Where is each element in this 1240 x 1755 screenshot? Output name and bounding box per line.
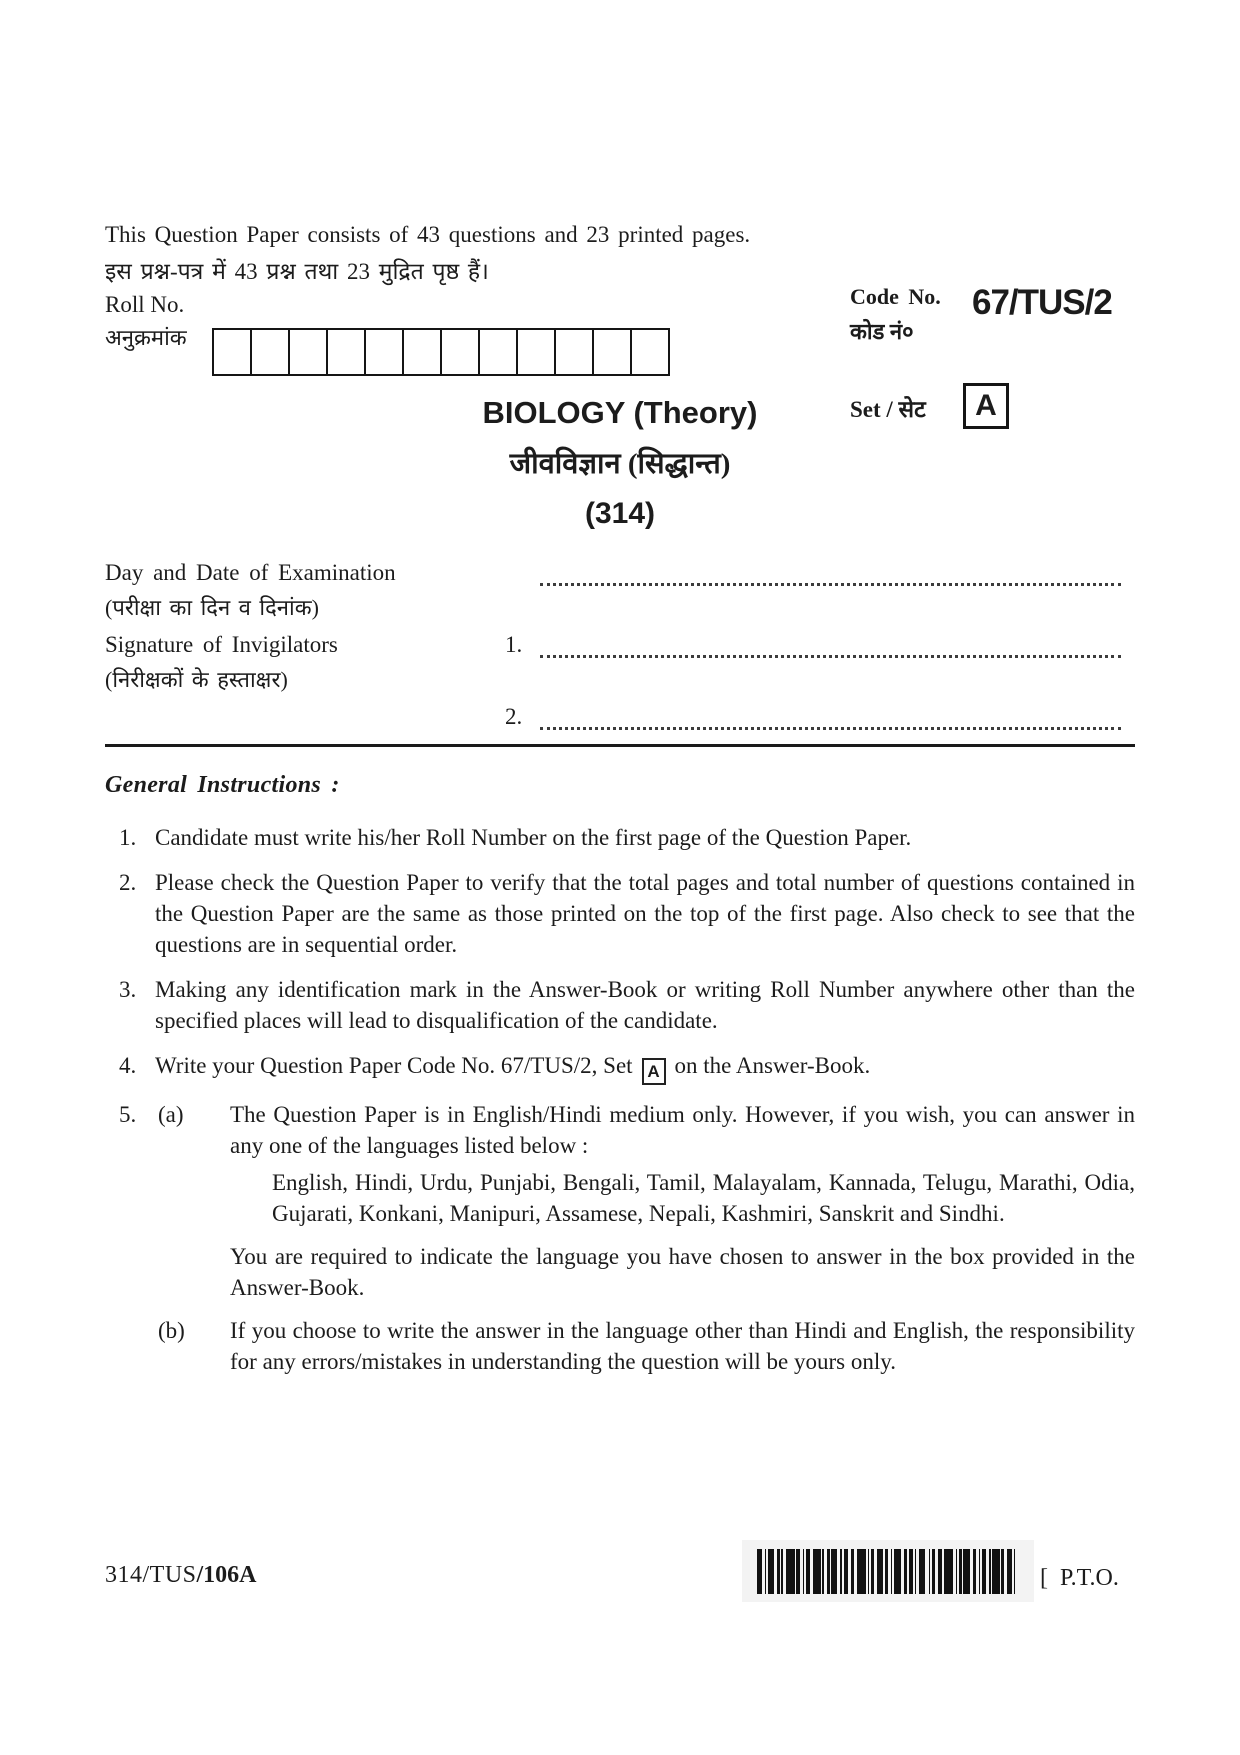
roll-number-boxes — [212, 328, 670, 376]
sub-item-label: (a) — [158, 1102, 184, 1127]
roll-box-cell — [212, 328, 252, 376]
roll-box-cell — [402, 328, 442, 376]
paper-code: (314) — [584, 497, 656, 530]
item-text-before: Write your Question Paper Code No. 67/TUS/2, Set — [155, 1053, 633, 1078]
instruction-item-3 — [105, 974, 1135, 1036]
item-number: 2. — [119, 870, 137, 895]
footer-code-bold: /106A — [196, 1562, 257, 1588]
item-text: Making any identification mark in the Answer-Book or writing Roll Number anywhere other than the specified places will lead to disqualification of the candidate. — [155, 977, 1135, 1033]
day-date-label-hindi: (परीक्षा का दिन व दिनांक) — [105, 595, 319, 620]
roll-box-cell — [516, 328, 556, 376]
invigilator-sign-label-hindi: (निरीक्षकों के हस्ताक्षर) — [105, 667, 288, 692]
sign-line-2-number: 2. — [505, 704, 523, 729]
sub-item-a-body — [230, 1099, 1135, 1303]
roll-no-label-hindi: अनुक्रमांक — [105, 325, 187, 350]
barcode-bar — [786, 1549, 795, 1594]
instruction-item-1 — [105, 822, 1135, 853]
set-label: Set / सेट — [850, 397, 926, 422]
sub-item-a — [155, 1099, 1135, 1303]
sign-line-1-number: 1. — [505, 632, 523, 657]
barcode-bar — [944, 1549, 953, 1594]
instruction-item-2 — [105, 867, 1135, 960]
roll-box-cell — [440, 328, 480, 376]
day-date-row — [105, 552, 1135, 586]
invigilator-sign-label: Signature of Invigilators — [105, 632, 338, 657]
sub-item-b-body — [230, 1315, 1135, 1377]
day-date-label: Day and Date of Examination — [105, 560, 396, 585]
barcode-backdrop — [742, 1540, 1034, 1602]
sign-dotted-line-1 — [540, 632, 1121, 658]
barcode-bar — [813, 1549, 821, 1594]
item-number: 5. — [119, 1102, 137, 1127]
instruction-item-4 — [105, 1050, 1135, 1085]
instruction-item-5 — [105, 1099, 1135, 1377]
barcode-gap — [1015, 1549, 1018, 1594]
item-5a-lead: The Question Paper is in English/Hindi medium only. However, if you wish, you can answer in any one of the languages listed below : — [230, 1102, 1135, 1158]
notice-line-hindi: इस प्रश्न-पत्र में 43 प्रश्न तथा 23 मुद्रित पृष्ठ हैं। — [105, 259, 489, 284]
pto-label: [ P.T.O. — [1040, 1565, 1119, 1591]
roll-box-cell — [364, 328, 404, 376]
item-number: 1. — [119, 825, 137, 850]
sign-dotted-line-2 — [540, 704, 1121, 730]
item-number: 3. — [119, 977, 137, 1002]
paper-title: BIOLOGY (Theory) — [482, 395, 758, 430]
roll-box-cell — [288, 328, 328, 376]
item-text: Candidate must write his/her Roll Number on the first page of the Question Paper. — [155, 825, 912, 850]
barcode-bar — [992, 1549, 1000, 1594]
sub-item-label: (b) — [158, 1318, 185, 1343]
footer-code-regular: 314/TUS — [105, 1562, 197, 1588]
barcode-bar — [857, 1549, 866, 1594]
general-instructions — [105, 770, 1135, 1377]
title-block — [105, 395, 1135, 531]
item-text — [155, 1050, 1135, 1085]
item-number: 4. — [119, 1053, 137, 1078]
roll-box-cell — [326, 328, 366, 376]
footer-paper-code — [105, 1562, 257, 1589]
roll-box-cell — [630, 328, 670, 376]
barcode-bar — [894, 1549, 902, 1594]
invigilator-sign-row-2 — [105, 696, 1135, 730]
item-5a-languages: English, Hindi, Urdu, Punjabi, Bengali, Tamil, Malayalam, Kannada, Telugu, Marathi, Odia, Gujarati, Konkani, Manipuri, Assamese, Nepali, Kashmiri, Sanskrit and Sindhi. — [272, 1170, 1135, 1226]
item-5b-text: If you choose to write the answer in the language other than Hindi and English, the responsibility for any errors/mistakes in understanding the question will be yours only. — [230, 1318, 1135, 1374]
code-no-value: 67/TUS/2 — [972, 283, 1112, 322]
roll-box-cell — [478, 328, 518, 376]
roll-no-label: Roll No. — [105, 292, 185, 317]
code-no-label-hindi: कोड नं० — [850, 319, 914, 344]
invigilator-sign-row-1 — [105, 624, 1135, 658]
code-no-label: Code No. — [850, 284, 941, 309]
roll-box-cell — [250, 328, 290, 376]
separator-rule — [105, 744, 1135, 747]
sub-item-b — [155, 1315, 1135, 1377]
item-text-after: on the Answer-Book. — [674, 1053, 871, 1078]
roll-box-cell — [592, 328, 632, 376]
item-5a-note: You are required to indicate the language you have chosen to answer in the box provided in the Answer-Book. — [230, 1244, 1135, 1300]
exam-fields — [105, 552, 1135, 730]
barcode — [757, 1549, 1019, 1594]
notice-line-english: This Question Paper consists of 43 questions and 23 printed pages. — [105, 222, 751, 247]
set-value-box: A — [963, 383, 1009, 429]
instructions-heading: General Instructions : — [105, 772, 340, 798]
paper-title-hindi: जीवविज्ञान (सिद्धान्त) — [509, 448, 731, 480]
item-5-body — [155, 1099, 1135, 1377]
item-text: Please check the Question Paper to verify that the total pages and total number of questions contained in the Question Paper are the same as those printed on the top of the first page. Also check to see that the questions are in sequential order. — [155, 870, 1135, 957]
roll-box-cell — [554, 328, 594, 376]
boxed-set-letter: A — [642, 1058, 666, 1085]
day-date-dotted-line — [540, 560, 1121, 586]
